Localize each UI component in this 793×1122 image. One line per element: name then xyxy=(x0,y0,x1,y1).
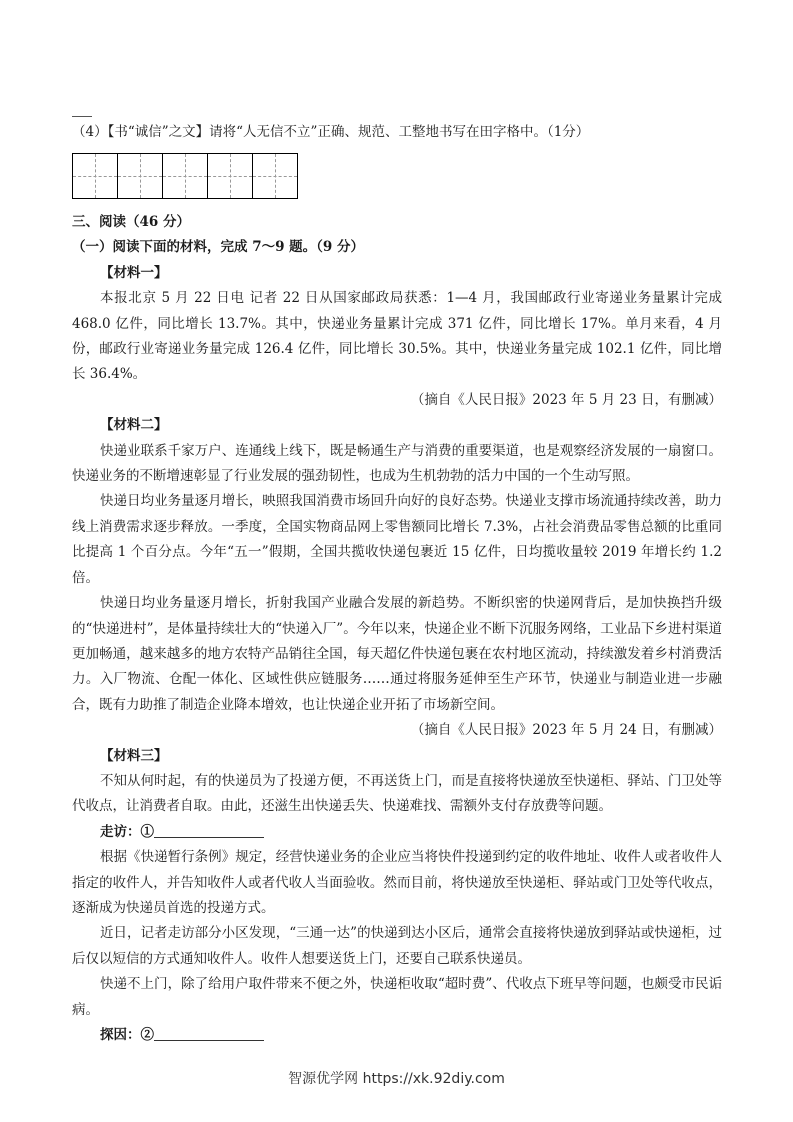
material-3-label: 【材料三】 xyxy=(100,747,168,764)
material-1-label: 【材料一】 xyxy=(100,264,168,281)
answer-blank-1[interactable] xyxy=(154,823,264,838)
cause-label-line xyxy=(72,1023,722,1048)
material-1-paragraph: 本报北京 5 月 22 日电 记者 22 日从国家邮政局获悉：1—4 月，我国邮政行业寄递业务量累计完成 468.0 亿件，同比增长 13.7%。其中，快递业务量累计完成 371 亿件，同比增长 17%。单月来看，4 月份，邮政行业寄递业务量完成 126.4 亿件，同比增长 30.5%。其中，快递业务量完成 102.1 亿件，同比增长 36.4%。 xyxy=(72,290,722,383)
tianzige-grid xyxy=(72,153,297,199)
footer-watermark: 智源优学网 https://xk.92diy.com xyxy=(288,1071,505,1087)
material-2-paragraph: 快递日均业务量逐月增长，折射我国产业融合发展的新趋势。不断织密的快递网背后，是加快换挡升级的“快递进村”，是体量持续壮大的“快递入厂”。今年以来，快递企业不断下沉服务网络，工业品下乡进村渠道更加畅通，越来越多的地方农特产品销往全国，每天超亿件快递包裹在农村地区流动，持续激发着乡村消费活力。入厂物流、仓配一体化、区域性供应链服务……通过将服务延伸至生产环节，快递业与制造业进一步融合，既有力助推了制造企业降本增效，也让快递企业开拓了市场新空间。 xyxy=(72,595,722,713)
material-2-paragraph: 快递日均业务量逐月增长，映照我国消费市场回升向好的良好态势。快递业支撑市场流通持续改善，助力线上消费需求逐步释放。一季度，全国实物商品网上零售额同比增长 7.3%，占社会消费品零售总额的比重同比提高 1 个百分点。今年“五一”假期，全国共揽收快递包裹近 15 亿件，日均揽收量较 2019 年增长约 1.2 倍。 xyxy=(72,493,722,586)
material-3-paragraph: 近日，记者走访部分小区发现，“三通一达”的快递到达小区后，通常会直接将快递放到驿站或快递柜，过后仅以短信的方式通知收件人。收件人想要送货上门，还要自己联系快递员。 xyxy=(72,925,722,967)
reading-section xyxy=(72,210,722,1048)
visit-label-line xyxy=(72,820,722,845)
tianzige-cell[interactable] xyxy=(207,153,253,199)
tianzige-cell[interactable] xyxy=(117,153,163,199)
visit-label: 走访：① xyxy=(100,823,154,840)
material-3-intro: 不知从何时起，有的快递员为了投递方便，不再送货上门，而是直接将快递放至快递柜、驿站、门卫处等代收点，让消费者自取。由此，还滋生出快递丢失、快递难找、需额外支付存放费等问题。 xyxy=(72,772,722,815)
tianzige-cell[interactable] xyxy=(252,153,298,199)
material-2-label: 【材料二】 xyxy=(100,417,168,434)
material-2-source: （摘自《人民日报》2023 年 5 月 24 日，有删减） xyxy=(410,722,722,739)
part-title: （一）阅读下面的材料，完成 7～9 题。（9 分） xyxy=(72,239,365,256)
material-2-paragraph: 快递业联系千家万户、连通线上线下，既是畅通生产与消费的重要渠道，也是观察经济发展的一扇窗口。快递业务的不断增速彰显了行业发展的强劲韧性，也成为生机勃勃的活力中国的一个生动写照。 xyxy=(72,442,722,485)
material-1-source: （摘自《人民日报》2023 年 5 月 23 日，有删减） xyxy=(410,391,722,408)
section-title: 三、阅读（46 分） xyxy=(72,214,190,230)
tianzige-cell[interactable] xyxy=(162,153,208,199)
material-3-paragraph: 快递不上门，除了给用户取件带来不便之外，快递柜收取“超时费”、代收点下班早等问题，也颇受市民诟病。 xyxy=(72,976,722,1018)
material-3-paragraph: 根据《快递暂行条例》规定，经营快递业务的企业应当将快件投递到约定的收件地址、收件人或者收件人指定的收件人，并告知收件人或者代收人当面验收。然而目前，将快递放至快递柜、驿站或门卫处等代收点，逐渐成为快递员首选的投递方式。 xyxy=(72,849,722,916)
tianzige-cell[interactable] xyxy=(72,153,118,199)
question-4: （4）【书“诚信”之文】请将“人无信不立”正确、规范、工整地书写在田字格中。（1分） xyxy=(72,124,590,140)
divider xyxy=(72,116,92,117)
answer-blank-2[interactable] xyxy=(154,1026,264,1041)
cause-label: 探因：② xyxy=(100,1027,154,1043)
